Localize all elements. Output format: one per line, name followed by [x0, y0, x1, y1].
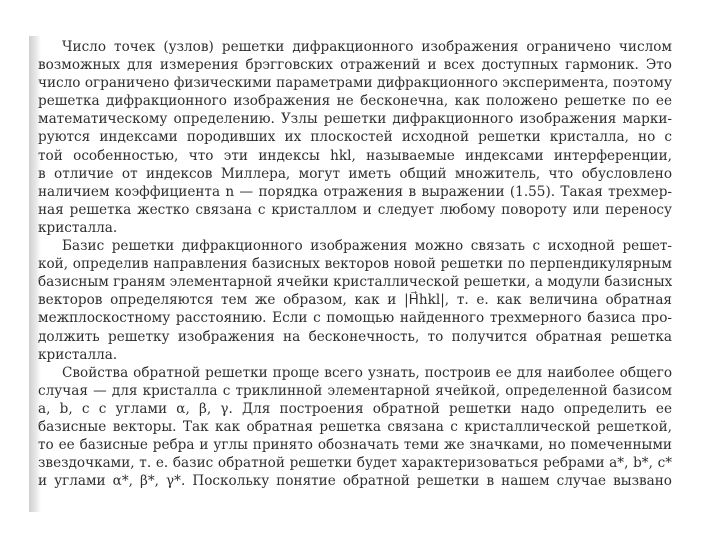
text-line: ная решетка жестко связана с кристаллом и следует любому повороту или переносу: [38, 201, 672, 218]
text-line: в отличие от индексов Миллера, могут иметь общий множитель, что обусловлено: [38, 165, 672, 182]
text-line: то ее базисные ребра и углы принято обозначать теми же значками, но помеченными: [38, 437, 672, 454]
document-text-block: [38, 38, 672, 490]
text-line: возможных для измерения брэгговских отражений и всех доступных гармоник. Это: [38, 57, 672, 74]
text-line: случая — для кристалла с триклинной элементарной ячейкой, определенной базисом: [38, 382, 672, 399]
text-line: решетка дифракционного изображения не бесконечна, как положено решетке по ее: [38, 93, 672, 110]
text-line: базисным граням элементарной ячейки кристаллической решетки, а модули базисных: [38, 274, 672, 291]
text-line: межплоскостному расстоянию. Если с помощью найденного трехмерного базиса про-: [38, 310, 672, 327]
paragraph-2: [38, 237, 672, 364]
paragraph-1: [38, 38, 672, 237]
text-line: базисные векторы. Так как обратная решетка связана с кристаллической решеткой,: [38, 418, 672, 435]
paragraph-3: [38, 364, 672, 491]
text-line: руются индексами породивших их плоскостей исходной решетки кристалла, но с: [38, 129, 672, 146]
text-line: векторов определяются тем же образом, как и |H⃗hkl|, т. е. как величина обратная: [38, 292, 672, 309]
text-line: Базис решетки дифракционного изображения можно связать с исходной решет-: [62, 238, 672, 255]
text-line: Свойства обратной решетки проще всего узнать, построив ее для наиболее общего: [62, 364, 672, 381]
text-line: кой, определив направления базисных векторов новой решетки по перпендикулярным: [38, 256, 672, 273]
text-line: той особенностью, что эти индексы hkl, называемые индексами интерференции,: [38, 147, 672, 164]
text-line: Число точек (узлов) решетки дифракционного изображения ограничено числом: [62, 39, 672, 55]
text-line: a, b, c с углами α, β, γ. Для построения обратной решетки надо определить ее: [38, 400, 672, 417]
text-line: кристалла.: [38, 219, 118, 236]
text-line: и углами α*, β*, γ*. Поскольку понятие обратной решетки в нашем случае вызвано: [38, 473, 672, 490]
text-line: наличием коэффициента n — порядка отражения в выражении (1.55). Такая трехмер-: [38, 183, 672, 200]
text-line: кристалла.: [38, 346, 118, 363]
text-line: математическому определению. Узлы решетки дифракционного изображения марки-: [38, 111, 672, 128]
text-line: должить решетку изображения на бесконечность, то получится обратная решетка: [38, 328, 672, 345]
text-line: звездочками, т. е. базис обратной решетки будет характеризоваться ребрами a*, b*, c*: [38, 455, 672, 472]
text-line: число ограничено физическими параметрами дифракционного эксперимента, поэтому: [38, 75, 672, 92]
